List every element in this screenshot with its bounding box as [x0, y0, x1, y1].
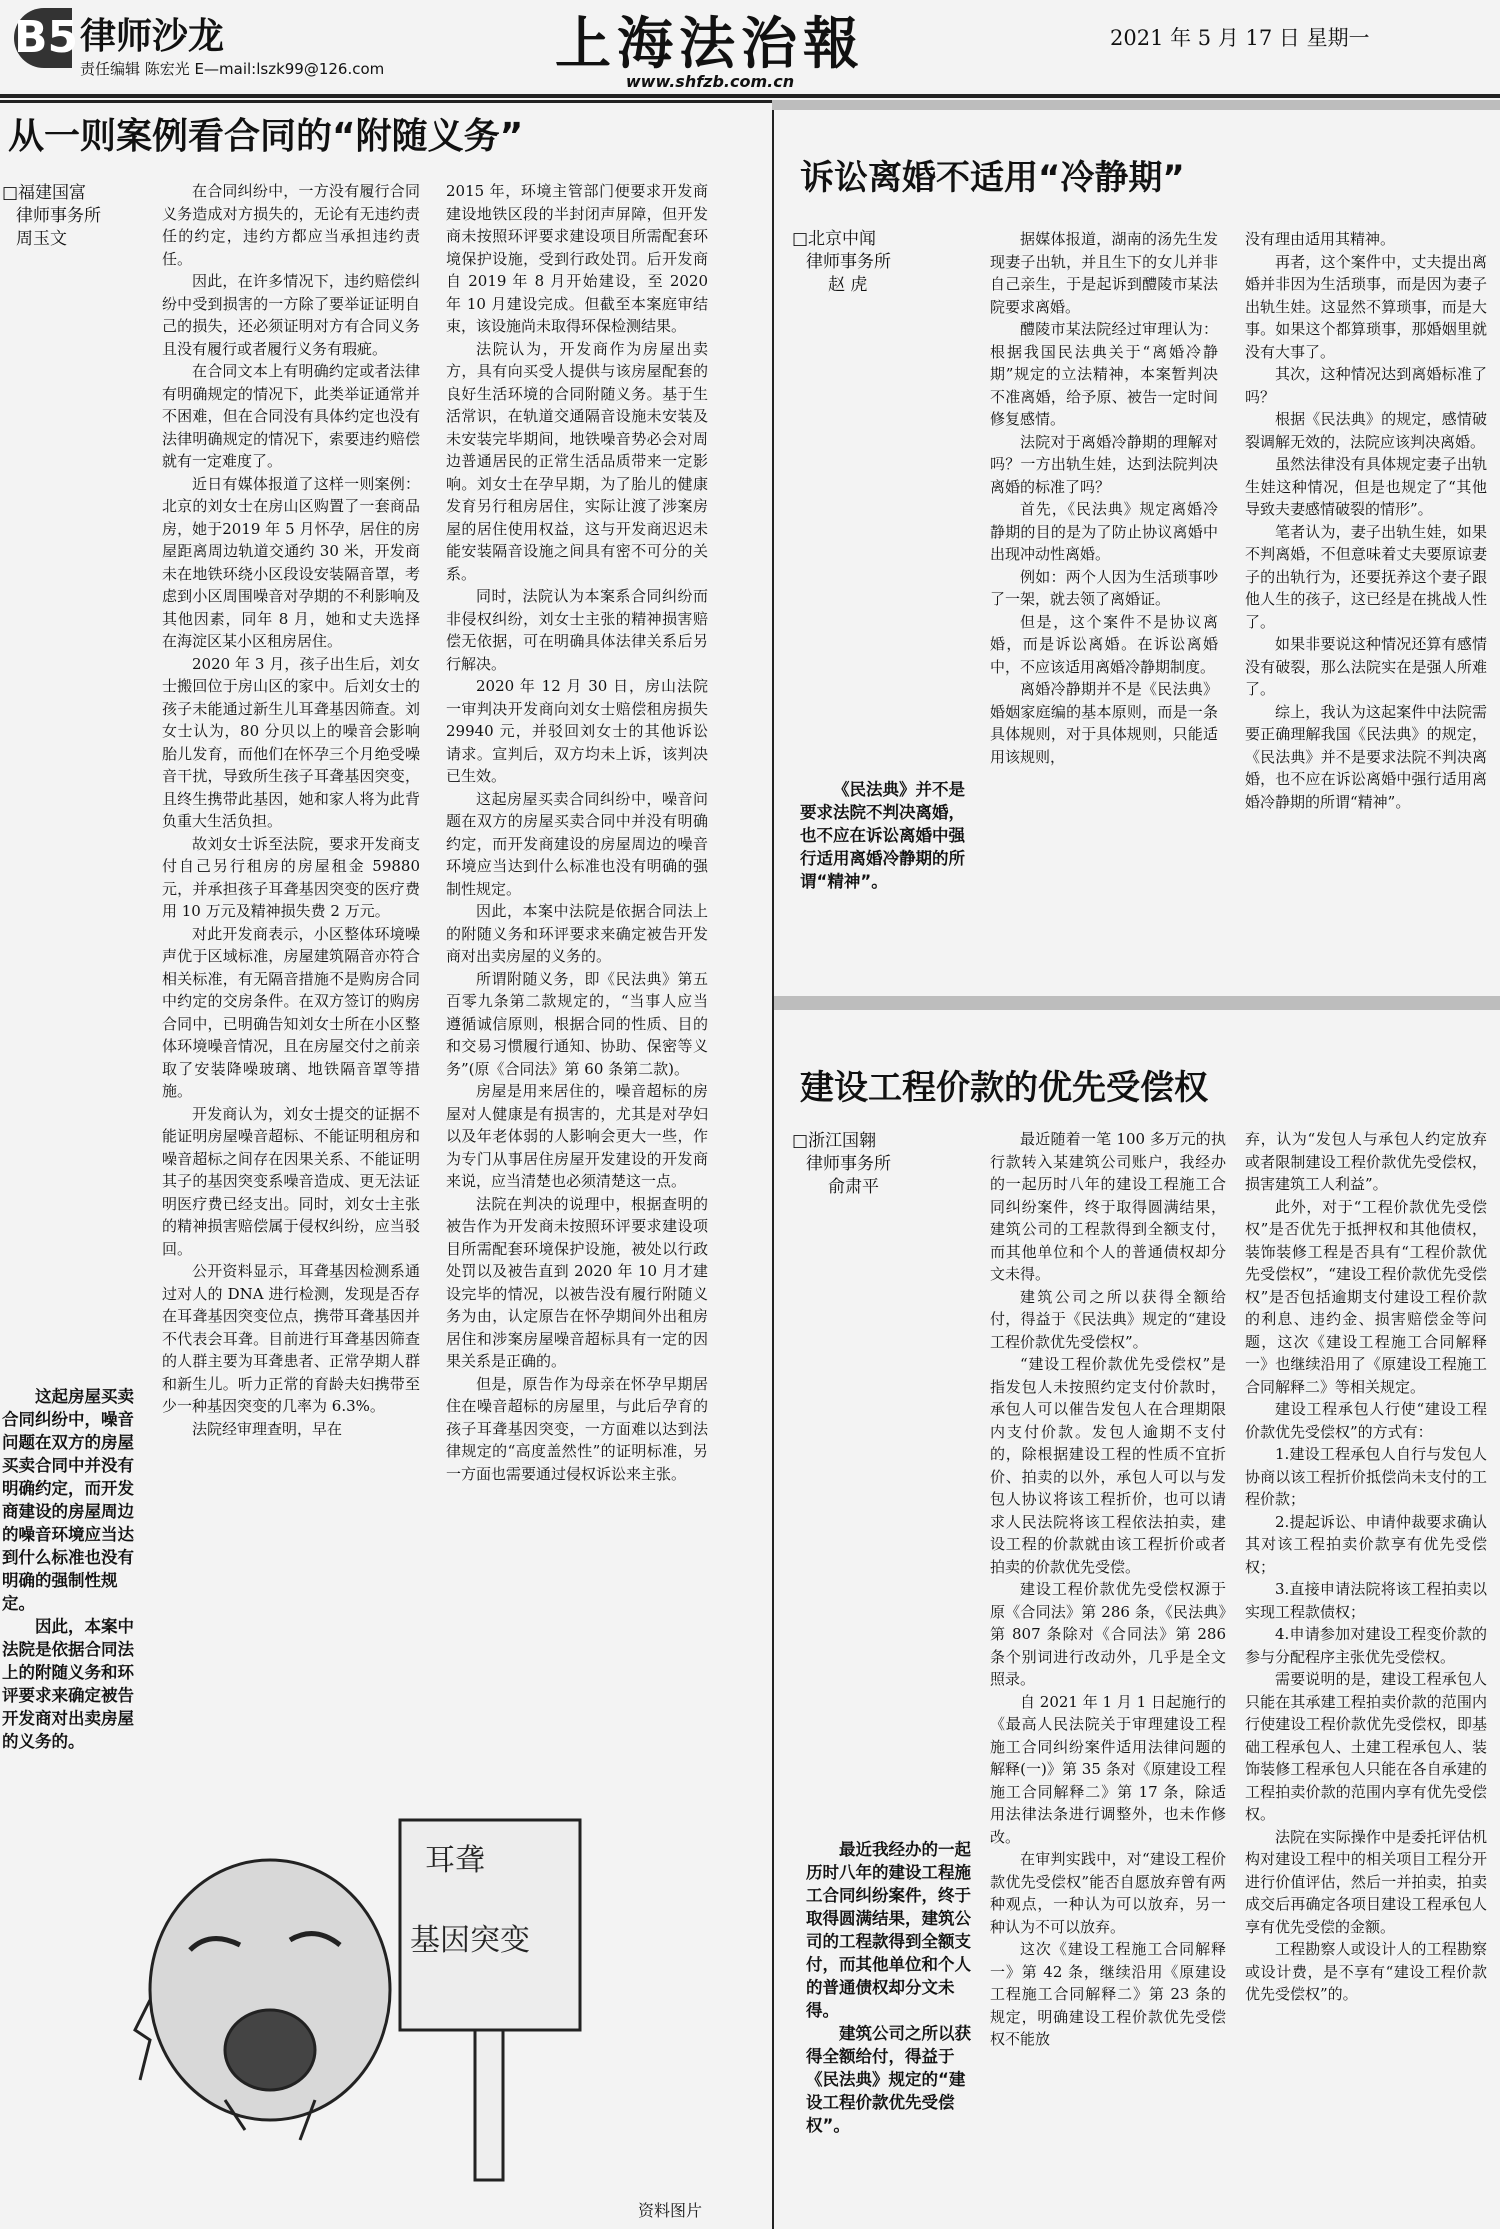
byline-firm: □福建国富	[2, 183, 87, 203]
issue-date: 2021 年 5 月 17 日 星期一	[1110, 26, 1370, 50]
paragraph: 公开资料显示，耳聋基因检测系通过对人的 DNA 进行检测，发现是否存在耳聋基因突变位点，携带耳聋基因并不代表会耳聋。目前进行耳聋基因筛查的人群主要为耳聋患者、正常孕期人群和新生儿。听力正常的育龄夫妇携带至少一种基因突变的几率为 6.3%。	[162, 1262, 420, 1415]
byline-firm-type: 律师事务所	[806, 252, 891, 272]
paragraph: 故刘女士诉至法院，要求开发商支付自己另行租房的房屋租金 59880 元，并承担孩子耳聋基因突变的医疗费用 10 万元及精神损失费 2 万元。	[162, 834, 420, 920]
paragraph: 法院在实际操作中是委托评估机构对建设工程中的相关项目工程分开进行价值评估，然后一并拍卖，拍卖成交后再确定各项目建设工程承包人享有优先受偿的金额。	[1245, 1827, 1487, 1936]
section-tag: B5	[14, 8, 72, 68]
paragraph: 但是，这个案件不是协议离婚，而是诉讼离婚。在诉讼离婚中，不应该适用离婚冷静期制度。	[990, 612, 1218, 676]
paragraph: 建筑公司之所以获得全额给付，得益于《民法典》规定的“建设工程价款优先受偿权”。	[990, 1287, 1226, 1351]
paragraph: 对此开发商表示，小区整体环境噪声优于区域标准，房屋建筑隔音亦符合相关标准，有无隔音措施不是购房合同中约定的交房条件。在双方签订的购房合同中，已明确告知刘女士所在小区整体环境噪音情况，且在房屋交付之前亲取了安装降噪玻璃、地铁隔音罩等措施。	[162, 924, 420, 1100]
paragraph: 这次《建设工程施工合同解释一》第 42 条，继续沿用《原建设工程施工合同解释二》第 23 条的规定，明确建设工程价款优先受偿权不能放	[990, 1940, 1226, 2048]
cartoon-illustration	[120, 1800, 680, 2200]
article1-pull-quote	[2, 1385, 140, 1753]
paragraph: 法院经审理查明，早在	[192, 1419, 343, 1438]
paragraph: 2020 年 12 月 30 日，房山法院一审判决开发商向刘女士赔偿租房损失 29940 元，并驳回刘女士的其他诉讼请求。宣判后，双方均未上诉，该判决已生效。	[446, 677, 708, 785]
byline-author: 俞肃平	[828, 1177, 879, 1197]
paragraph: 在合同纠纷中，一方没有履行合同义务造成对方损失的，无论有无违约责任的约定，违约方都应当承担违约责任。	[162, 182, 420, 268]
section-name: 律师沙龙	[80, 16, 225, 57]
byline-firm-type: 律师事务所	[806, 1154, 891, 1174]
pull-quote-para: 建筑公司之所以获得全额给付，得益于《民法典》规定的“建设工程价款优先受偿权”。	[806, 2024, 971, 2135]
byline-firm-type: 律师事务所	[16, 206, 101, 226]
paragraph: 笔者认为，妻子出轨生娃，如果不判离婚，不但意味着丈夫要原谅妻子的出轨行为，还要抚养这个妻子跟他人生的孩子，这已经是在挑战人性了。	[1245, 522, 1487, 631]
paragraph: 自 2021 年 1 月 1 日起施行的《最高人民法院关于审理建设工程施工合同纠纷案件适用法律问题的解释(一)》第 35 条对《原建设工程施工合同解释二》第 17 条，除适用法律法条进行调整外，也未作修改。	[990, 1692, 1226, 1846]
article3-pull-quote	[806, 1838, 972, 2137]
page-header	[0, 0, 1500, 96]
article2-byline	[792, 228, 922, 297]
paragraph: 建设工程价款优先受偿权源于原《合同法》第 286 条，《民法典》第 807 条除对《合同法》第 286 条个别词进行改动外，几乎是全文照录。	[990, 1580, 1226, 1688]
paragraph: 据媒体报道，湖南的汤先生发现妻子出轨，并且生下的女儿并非自己亲生，于是起诉到醴陵市某法院要求离婚。	[990, 230, 1218, 316]
paragraph: 同时，法院认为本案系合同纠纷而非侵权纠纷，刘女士主张的精神损害赔偿无依据，可在明确具体法律关系后另行解决。	[446, 587, 708, 673]
pull-quote-para: 这起房屋买卖合同纠纷中，噪音问题在双方的房屋买卖合同中并没有明确约定，而开发商建设的房屋周边的噪音环境应当达到什么标准也没有明确的强制性规定。	[2, 1387, 134, 1613]
paragraph: 例如：两个人因为生活琐事吵了一架，就去领了离婚证。	[990, 567, 1218, 608]
website-link[interactable]: www.shfzb.com.cn	[625, 72, 795, 91]
paragraph: 这起房屋买卖合同纠纷中，噪音问题在双方的房屋买卖合同中并没有明确约定，而开发商建设的房屋周边的噪音环境应当达到什么标准也没有明确的强制性规定。	[446, 789, 708, 898]
article2-column-1	[990, 228, 1218, 768]
paragraph: “建设工程价款优先受偿权”是指发包人未按照约定支付价款时，承包人可以催告发包人在合理期限内支付价款。发包人逾期不支付的，除根据建设工程的性质不宜折价、拍卖的以外，承包人可以与发包人协议将该工程折价，也可以请求人民法院将该工程依法拍卖，建设工程的价款就由该工程折价或者拍卖的价款优先受偿。	[990, 1355, 1226, 1576]
article3-byline	[792, 1130, 922, 1199]
article3-column-1	[990, 1128, 1226, 2051]
byline-author: 周玉文	[16, 229, 67, 249]
article3-title: 建设工程价款的优先受偿权	[800, 1068, 1208, 1108]
paragraph: 弃，认为“发包人与承包人约定放弃或者限制建设工程价款优先受偿权，损害建筑工人利益”。	[1245, 1130, 1487, 1193]
paragraph: 1.建设工程承包人自行与发包人协商以该工程折价抵偿尚未支付的工程价款；	[1245, 1445, 1487, 1508]
gray-band	[772, 100, 1500, 110]
article3-column-2	[1245, 1128, 1487, 2006]
paragraph: 综上，我认为这起案件中法院需要正确理解我国《民法典》的规定，《民法典》并不是要求法院不判决离婚，也不应在诉讼离婚中强行适用离婚冷静期的所谓“精神”。	[1245, 702, 1487, 811]
sign-text: 耳聋	[425, 1843, 485, 1878]
newspaper-masthead: 上海法治報	[555, 11, 865, 77]
paragraph: 法院在判决的说理中，根据查明的被告作为开发商未按照环评要求建设项目所需配套环境保护设施，被处以行政处罚以及被告直到 2020 年 10 月才建设完毕的情况，以被告没有履行附随义务为由，认定原告在怀孕期间外出租房居住和涉案房屋噪音超标具有一定的因果关系是正确的。	[446, 1194, 708, 1370]
article1-column-2	[446, 180, 708, 1485]
paragraph: 建设工程承包人行使“建设工程价款优先受偿权”的方式有：	[1245, 1400, 1487, 1441]
paragraph: 最近随着一笔 100 多万元的执行款转入某建筑公司账户，我经办的一起历时八年的建设工程施工合同纠纷案件，终于取得圆满结果，建筑公司的工程款得到全额支付，而其他单位和个人的普通债权却分文未得。	[990, 1130, 1226, 1283]
paragraph: 房屋是用来居住的，噪音超标的房屋对人健康是有损害的，尤其是对孕妇以及年老体弱的人影响会更大一些，作为专门从事居住房屋开发建设的开发商来说，应当清楚也必须清楚这一点。	[446, 1082, 708, 1190]
image-caption: 资料图片	[638, 2201, 703, 2220]
article2-column-2	[1245, 228, 1487, 813]
article2-pull-quote: 《民法典》并不是要求法院不判决离婚，也不应在诉讼离婚中强行适用离婚冷静期的所谓“精神”。	[800, 780, 965, 891]
paragraph: 首先，《民法典》规定离婚冷静期的目的是为了防止协议离婚中出现冲动性离婚。	[990, 500, 1218, 563]
paragraph: 所谓附随义务，即《民法典》第五百零九条第二款规定的，“当事人应当遵循诚信原则，根据合同的性质、目的和交易习惯履行通知、协助、保密等义务”(原《合同法》第 60 条第二款)。	[446, 969, 708, 1078]
byline-firm: □北京中闻	[792, 229, 877, 249]
paragraph: 离婚冷静期并不是《民法典》婚姻家庭编的基本原则，而是一条具体规则，对于具体规则，只能适用该规则，	[990, 680, 1218, 766]
byline-author: 赵 虎	[828, 275, 868, 295]
column-divider	[772, 110, 774, 2229]
paragraph: 如果非要说这种情况还算有感情没有破裂，那么法院实在是强人所难了。	[1245, 635, 1487, 698]
paragraph: 2020 年 3 月，孩子出生后，刘女士搬回位于房山区的家中。后刘女士的孩子未能通过新生儿耳聋基因筛查。刘女士认为，80 分贝以上的噪音会影响胎儿发育，而他们在怀孕三个月绝受噪音干扰，导致所生孩子耳聋基因突变，且终生携带此基因，她和家人将为此背负重大生活负担。	[162, 654, 420, 830]
paragraph: 此外，对于“工程价款优先受偿权”是否优先于抵押权和其他债权，装饰装修工程是否具有“工程价款优先受偿权”，“建设工程价款优先受偿权”是否包括逾期支付建设工程价款的利息、违约金、损害赔偿金等问题，这次《建设工程施工合同解释一》也继续沿用了《原建设工程施工合同解释二》等相关规定。	[1245, 1197, 1487, 1396]
article1-byline	[2, 182, 112, 251]
paragraph: 3.直接申请法院将该工程拍卖以实现工程款债权；	[1245, 1580, 1487, 1621]
article1-column-1	[162, 180, 420, 1440]
paragraph: 需要说明的是，建设工程承包人只能在其承建工程拍卖价款的范围内行使建设工程价款优先受偿权，即基础工程承包人、土建工程承包人、装饰装修工程承包人只能在各自承建的工程拍卖价款的范围内享有优先受偿权。	[1245, 1670, 1487, 1823]
article1-title: 从一则案例看合同的“附随义务”	[8, 116, 524, 157]
paragraph: 法院对于离婚冷静期的理解对吗？一方出轨生娃，达到法院判决离婚的标准了吗？	[990, 432, 1218, 496]
pull-quote-para: 最近我经办的一起历时八年的建设工程施工合同纠纷案件，终于取得圆满结果，建筑公司的工程款得到全额支付，而其他单位和个人的普通债权却分文未得。	[806, 1840, 971, 2020]
paragraph: 因此，在许多情况下，违约赔偿纠纷中受到损害的一方除了要举证证明自己的损失，还必须证明对方有合同义务且没有履行或者履行义务有瑕疵。	[162, 272, 420, 358]
sign-text: 基因突变	[410, 1923, 530, 1958]
paragraph: 4.申请参加对建设工程变价款的参与分配程序主张优先受偿权。	[1245, 1625, 1487, 1666]
article2-title: 诉讼离婚不适用“冷静期”	[800, 158, 1185, 198]
paragraph: 法院认为，开发商作为房屋出卖方，具有向买受人提供与该房屋配套的良好生活环境的合同附随义务。基于生活常识，在轨道交通隔音设施未安装及未安装完毕期间，地铁噪音势必会对周边普通居民的正常生活品质带来一定影响。刘女士在孕早期，为了胎儿的健康发育另行租房居住，实际让渡了涉案房屋的居住使用权益，这与开发商迟迟未能安装隔音设施之间具有密不可分的关系。	[446, 339, 708, 583]
paragraph: 虽然法律没有具体规定妻子出轨生娃这种情况，但是也规定了“其他导致夫妻感情破裂的情形”。	[1245, 455, 1487, 518]
editor-line: 责任编辑 陈宏光 E—mail:lszk99@126.com	[80, 60, 385, 78]
paragraph: 2.提起诉讼、申请仲裁要求确认其对该工程拍卖价款享有优先受偿权；	[1245, 1512, 1487, 1576]
article1-top-rule	[0, 100, 772, 103]
paragraph: 但是，原告作为母亲在怀孕早期居住在噪音超标的房屋里，与此后孕育的孩子耳聋基因突变，一方面难以达到法律规定的“高度盖然性”的证明标准，另一方面也需要通过侵权诉讼来主张。	[446, 1374, 708, 1483]
paragraph: 工程勘察人或设计人的工程勘察或设计费，是不享有“建设工程价款优先受偿权”的。	[1245, 1940, 1487, 2003]
paragraph: 在合同文本上有明确约定或者法律有明确规定的情况下，此类举证通常并不困难，但在合同没有具体约定也没有法律明确规定的情况下，索要违约赔偿就有一定难度了。	[162, 362, 420, 470]
paragraph: 近日有媒体报道了这样一则案例：北京的刘女士在房山区购置了一套商品房，她于2019 年 5 月怀孕，居住的房屋距离周边轨道交通约 30 米，开发商未在地铁环绕小区段设安装隔音罩，考虑到小区周围噪音对孕期的不利影响及其他因素，同年 8 月，她和丈夫选择在海淀区某小区租房居住。	[162, 474, 420, 650]
paragraph: 根据《民法典》的规定，感情破裂调解无效的，法院应该判决离婚。	[1245, 410, 1487, 451]
pull-quote-para: 因此，本案中法院是依据合同法上的附随义务和环评要求来确定被告开发商对出卖房屋的义务的。	[2, 1617, 134, 1751]
gray-band	[774, 996, 1500, 1010]
header-rule	[0, 94, 1500, 98]
paragraph: 再者，这个案件中，丈夫提出离婚并非因为生活琐事，而是因为妻子出轨生娃。这显然不算琐事，而是大事。如果这个都算琐事，那婚姻里就没有大事了。	[1245, 252, 1487, 361]
paragraph: 在审判实践中，对“建设工程价款优先受偿权”能否自愿放弃曾有两种观点，一种认为可以放弃，另一种认为不可以放弃。	[990, 1850, 1226, 1936]
crying-baby-drawing	[120, 1800, 680, 2200]
paragraph: 醴陵市某法院经过审理认为：根据我国民法典关于“离婚冷静期”规定的立法精神，本案暂判决不准离婚，给予原、被告一定时间修复感情。	[990, 320, 1218, 428]
paragraph: 其次，这种情况达到离婚标准了吗？	[1245, 365, 1487, 406]
paragraph: 开发商认为，刘女士提交的证据不能证明房屋噪音超标、不能证明租房和噪音超标之间存在因果关系、不能证明其子的基因突变系噪音造成、更无法证明医疗费已经支出。同时，刘女士主张的精神损害赔偿属于侵权纠纷，应当驳回。	[162, 1104, 420, 1258]
paragraph: 2015 年，环境主管部门便要求开发商建设地铁区段的半封闭声屏障，但开发商未按照环评要求建设项目所需配套环境保护设施，受到行政处罚。后开发商自 2019 年 8 月开始建设，至 2020 年 10 月建设完成。但截至本案庭审结束，该设施尚未取得环保检测结果。	[446, 182, 708, 335]
paragraph: 没有理由适用其精神。	[1245, 230, 1396, 248]
paragraph: 因此，本案中法院是依据合同法上的附随义务和环评要求来确定被告开发商对出卖房屋的义务的。	[446, 902, 708, 965]
byline-firm: □浙江国翱	[792, 1131, 877, 1151]
